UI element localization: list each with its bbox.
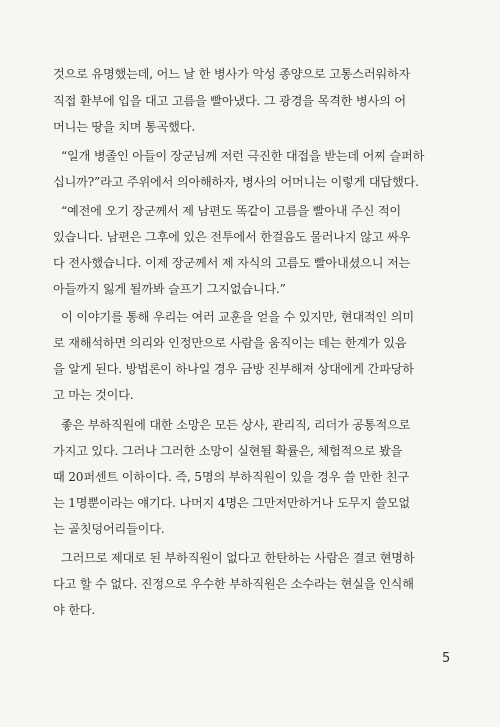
text-line: 직접 환부에 입을 대고 고름을 빨아냈다. 그 광경을 목격한 병사의 어 bbox=[53, 94, 406, 108]
text-line: “일개 병졸인 아들이 장군님께 저런 극진한 대접을 받는데 어찌 슬퍼하 bbox=[61, 149, 425, 163]
text-line: 이 이야기를 통해 우리는 여러 교훈을 얻을 수 있지만, 현대적인 의미 bbox=[61, 310, 414, 324]
text-line: 있습니다. 남편은 그후에 있은 전투에서 한걸음도 물러나지 않고 싸우 bbox=[53, 230, 411, 244]
text-line: 로 재해석하면 의리와 인정만으로 사람을 움직이는 데는 한계가 있음 bbox=[53, 336, 407, 350]
text-line: 때 20퍼센트 이하이다. 즉, 5명의 부하직원이 있을 경우 쓸 만한 친구 bbox=[53, 470, 410, 484]
text-line: 머니는 땅을 치며 통곡했다. bbox=[53, 120, 196, 134]
text-line: 그러므로 제대로 된 부하직원이 없다고 한탄하는 사람은 결코 현명하 bbox=[61, 551, 415, 565]
text-line: 좋은 부하직원에 대한 소망은 모든 상사, 관리직, 리더가 공통적으로 bbox=[61, 418, 411, 432]
text-line: 고 마는 것이다. bbox=[53, 388, 134, 402]
text-line: 다고 할 수 없다. 진정으로 우수한 부하직원은 소수라는 현실을 인식해 bbox=[53, 577, 414, 591]
text-line: 야 한다. bbox=[53, 603, 96, 617]
page-number: 5 bbox=[442, 651, 451, 666]
text-line: 는 골칫덩어리들이다. bbox=[53, 522, 165, 536]
text-line: 다 전사했습니다. 이제 장군께서 제 자식의 고름도 빨아내셨으니 저는 bbox=[53, 256, 411, 270]
text-line: 아들까지 잃게 될까봐 슬프기 그지없습니다.” bbox=[53, 282, 286, 296]
text-line: “예전에 오기 장군께서 제 남편도 똑같이 고름을 빨아내 주신 적이 bbox=[61, 204, 401, 218]
text-line: 을 알게 된다. 방법론이 하나일 경우 금방 진부해져 상대에게 간파당하 bbox=[53, 362, 414, 376]
text-line: 것으로 유명했는데, 어느 날 한 병사가 악성 종양으로 고통스러워하자 bbox=[53, 67, 411, 81]
text-line: 는 1명뿐이라는 얘기다. 나머지 4명은 그만저만하거나 도무지 쓸모없 bbox=[53, 496, 410, 510]
text-line: 십니까?”라고 주위에서 의아해하자, 병사의 어머니는 이렇게 대답했다. bbox=[53, 175, 419, 189]
text-line: 가지고 있다. 그러나 그러한 소망이 실현될 확률은, 체험적으로 봤을 bbox=[53, 444, 403, 458]
